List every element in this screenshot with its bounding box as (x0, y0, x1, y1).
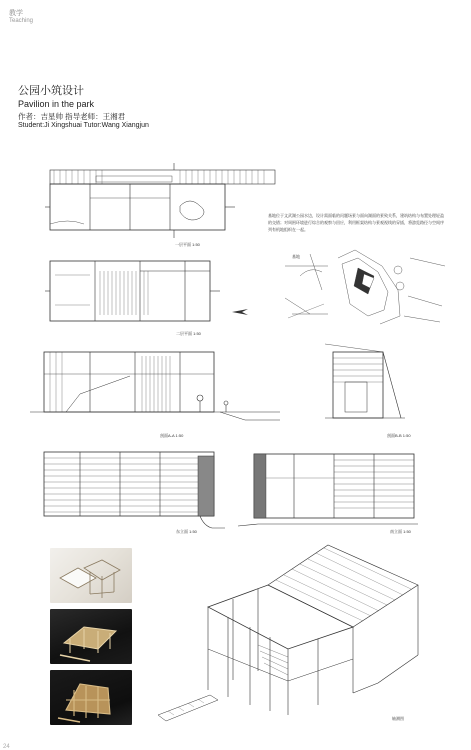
east-elevation-caption: 东立面 1:50 (176, 529, 197, 534)
model-photo-1 (50, 548, 132, 603)
section-b-drawing (325, 342, 405, 432)
site-label: 基地 (292, 254, 300, 259)
section-label-en: Teaching (9, 18, 34, 24)
project-title-en: Pavilion in the park (18, 99, 95, 109)
page-number: 24 (3, 744, 10, 750)
axonometric-caption: 轴测图 (392, 716, 404, 721)
section-b-caption: 剖面B-B 1:50 (387, 433, 411, 438)
first-floor-plan-caption: 一层平面 1:50 (175, 242, 200, 247)
site-analysis-diagrams (280, 246, 450, 326)
section-a-caption: 剖面A-A 1:50 (160, 433, 184, 438)
first-floor-plan-drawing (40, 158, 270, 238)
section-label-cn: 教学 (9, 10, 23, 17)
section-a-drawing (30, 346, 280, 431)
project-title-cn: 公园小筑设计 (18, 85, 84, 97)
author-line-cn: 作者：吉星帅 指导老师：王湘君 (18, 112, 126, 121)
author-line-en: Student:Ji Xingshuai Tutor:Wang Xiangjun (18, 122, 149, 129)
south-elevation-drawing (238, 448, 423, 530)
model-photo-3 (50, 670, 132, 725)
model-photo-2 (50, 609, 132, 664)
project-description: 基地位于文武湖公园水边，设计需面临的问题场景与面向湖面的景致关系，建筑结构与布置处理轻盈的交错；对周围环境进行综合的观察与回应，利用框架结构与景观视线的穿插，将游览路径与空间序列有机地组织在一起。 (268, 213, 444, 232)
south-elevation-caption: 南立面 1:50 (390, 529, 411, 534)
axonometric-drawing (138, 545, 428, 725)
north-arrow-icon (232, 307, 248, 317)
second-floor-plan-caption: 二层平面 1:50 (176, 331, 201, 336)
second-floor-plan-drawing (40, 255, 230, 330)
east-elevation-drawing (40, 448, 225, 530)
